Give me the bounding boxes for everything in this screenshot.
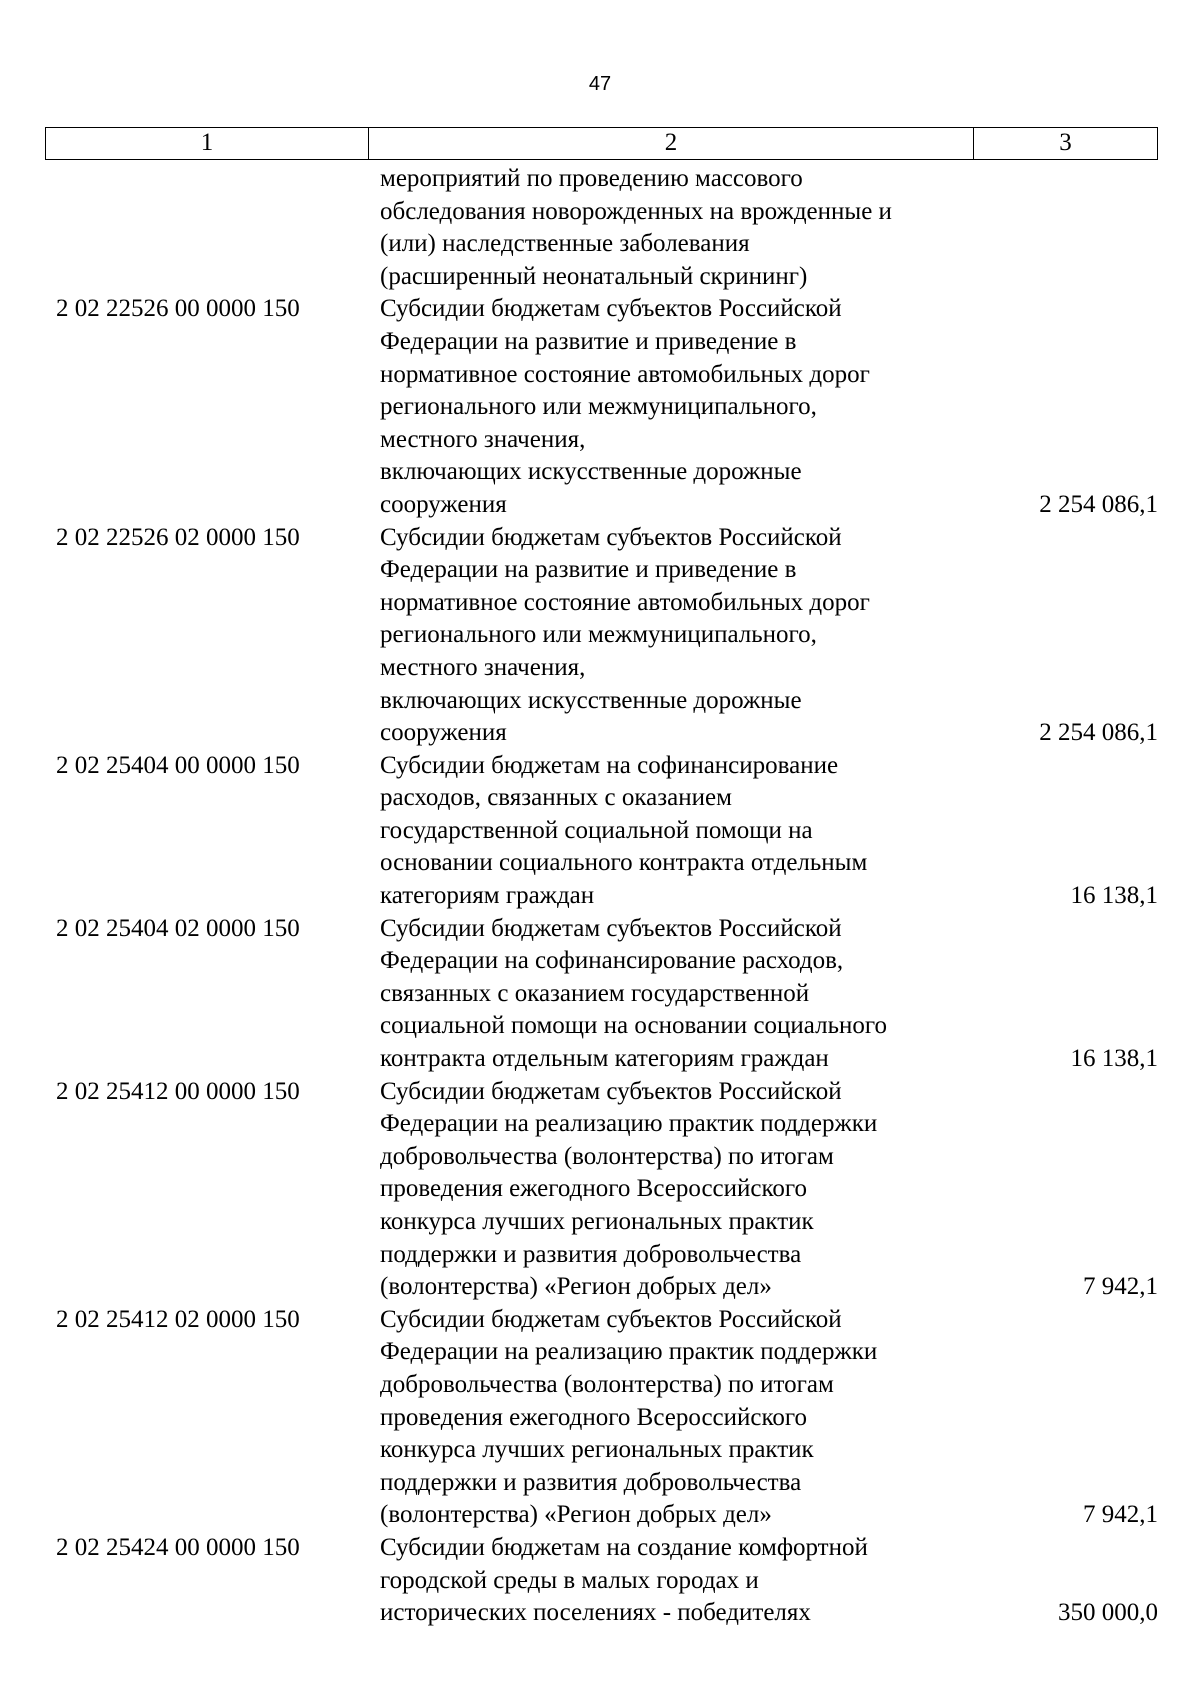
- description-line: проведения ежегодного Всероссийского: [380, 1175, 808, 1203]
- description-line: (волонтерства) «Регион добрых дел»: [380, 1501, 772, 1529]
- page-number: 47: [588, 73, 612, 95]
- description-line: добровольчества (волонтерства) по итогам: [380, 1370, 834, 1398]
- table-row: [45, 1304, 1158, 1532]
- description: [380, 1532, 980, 1630]
- description-line: контракта отдельным категориям граждан: [380, 1045, 829, 1073]
- description-line: поддержки и развития добровольчества: [380, 1468, 802, 1496]
- table-header: [45, 127, 1158, 160]
- budget-code: 2 02 25404 02 0000 150: [56, 914, 300, 942]
- amount: 2 254 086,1: [1039, 719, 1158, 747]
- table-body: [45, 163, 1158, 1630]
- description-line: Субсидии бюджетам субъектов Российской: [380, 523, 842, 551]
- description: [380, 522, 980, 750]
- description-line: Субсидии бюджетам субъектов Российской: [380, 914, 842, 942]
- table-row: [45, 1076, 1158, 1304]
- amount: 7 942,1: [1083, 1501, 1158, 1529]
- description-line: категориям граждан: [380, 882, 595, 910]
- description-line: городской среды в малых городах и: [380, 1566, 759, 1594]
- description-line: (или) наследственные заболевания: [380, 230, 750, 258]
- description-line: государственной социальной помощи на: [380, 816, 813, 844]
- header-col-3: 3: [1059, 129, 1072, 156]
- description: [380, 163, 980, 293]
- description-line: включающих искусственные дорожные: [380, 686, 802, 714]
- amount: 7 942,1: [1083, 1273, 1158, 1301]
- budget-code: 2 02 25412 02 0000 150: [56, 1305, 300, 1333]
- description-line: (волонтерства) «Регион добрых дел»: [380, 1273, 772, 1301]
- description-line: Федерации на софинансирование расходов,: [380, 947, 844, 975]
- description-line: обследования новорожденных на врожденные и: [380, 197, 892, 225]
- description-line: нормативное состояние автомобильных дорог: [380, 360, 870, 388]
- description-line: регионального или межмуниципального,: [380, 393, 817, 421]
- amount: 2 254 086,1: [1039, 490, 1158, 518]
- description-line: связанных с оказанием государственной: [380, 979, 810, 1007]
- description-line: местного значения,: [380, 653, 586, 681]
- header-col-2: 2: [369, 128, 974, 159]
- description: [380, 913, 980, 1076]
- description: [380, 1076, 980, 1304]
- description: [380, 293, 980, 521]
- description-line: нормативное состояние автомобильных дорог: [380, 588, 870, 616]
- table-row: [45, 750, 1158, 913]
- table-row: [45, 522, 1158, 750]
- description-line: Федерации на развитие и приведение в: [380, 556, 797, 584]
- description-line: конкурса лучших региональных практик: [380, 1208, 814, 1235]
- table-row: [45, 163, 1158, 293]
- description-line: Федерации на реализацию практик поддержки: [380, 1110, 878, 1138]
- description: [380, 750, 980, 913]
- description-line: Федерации на реализацию практик поддержки: [380, 1338, 878, 1366]
- description-line: регионального или межмуниципального,: [380, 621, 817, 649]
- description-line: добровольчества (волонтерства) по итогам: [380, 1142, 834, 1170]
- amount: 16 138,1: [1070, 1045, 1158, 1073]
- description-line: проведения ежегодного Всероссийского: [380, 1403, 808, 1431]
- description-line: Федерации на развитие и приведение в: [380, 327, 797, 355]
- description-line: социальной помощи на основании социального: [380, 1012, 887, 1040]
- description-line: Субсидии бюджетам субъектов Российской: [380, 1305, 842, 1333]
- budget-code: 2 02 25404 00 0000 150: [56, 751, 300, 779]
- description-line: исторических поселениях - победителях: [380, 1599, 811, 1627]
- description-line: Субсидии бюджетам субъектов Российской: [380, 295, 842, 323]
- description-line: поддержки и развития добровольчества: [380, 1240, 802, 1268]
- budget-code: 2 02 22526 02 0000 150: [56, 523, 300, 551]
- description-line: (расширенный неонатальный скрининг): [380, 262, 808, 290]
- description-line: сооружения: [380, 719, 507, 747]
- header-col-1: 1: [46, 128, 369, 159]
- description: [380, 1304, 980, 1532]
- description-line: Субсидии бюджетам на софинансирование: [380, 751, 839, 779]
- description-line: основании социального контракта отдельным: [380, 849, 868, 877]
- description-line: включающих искусственные дорожные: [380, 458, 802, 486]
- amount: 16 138,1: [1070, 882, 1158, 910]
- description-line: Субсидии бюджетам на создание комфортной: [380, 1533, 868, 1561]
- amount: 350 000,0: [1058, 1599, 1158, 1627]
- table-row: [45, 913, 1158, 1076]
- table-row: [45, 293, 1158, 521]
- table-row: [45, 1532, 1158, 1630]
- budget-code: 2 02 25412 00 0000 150: [56, 1077, 300, 1105]
- description-line: расходов, связанных с оказанием: [380, 784, 732, 812]
- description-line: Субсидии бюджетам субъектов Российской: [380, 1077, 842, 1105]
- description-line: конкурса лучших региональных практик: [380, 1436, 814, 1464]
- description-line: сооружения: [380, 490, 507, 518]
- description-line: местного значения,: [380, 425, 586, 453]
- budget-code: 2 02 22526 00 0000 150: [56, 295, 300, 323]
- budget-code: 2 02 25424 00 0000 150: [56, 1533, 300, 1561]
- description-line: мероприятий по проведению массового: [380, 165, 803, 192]
